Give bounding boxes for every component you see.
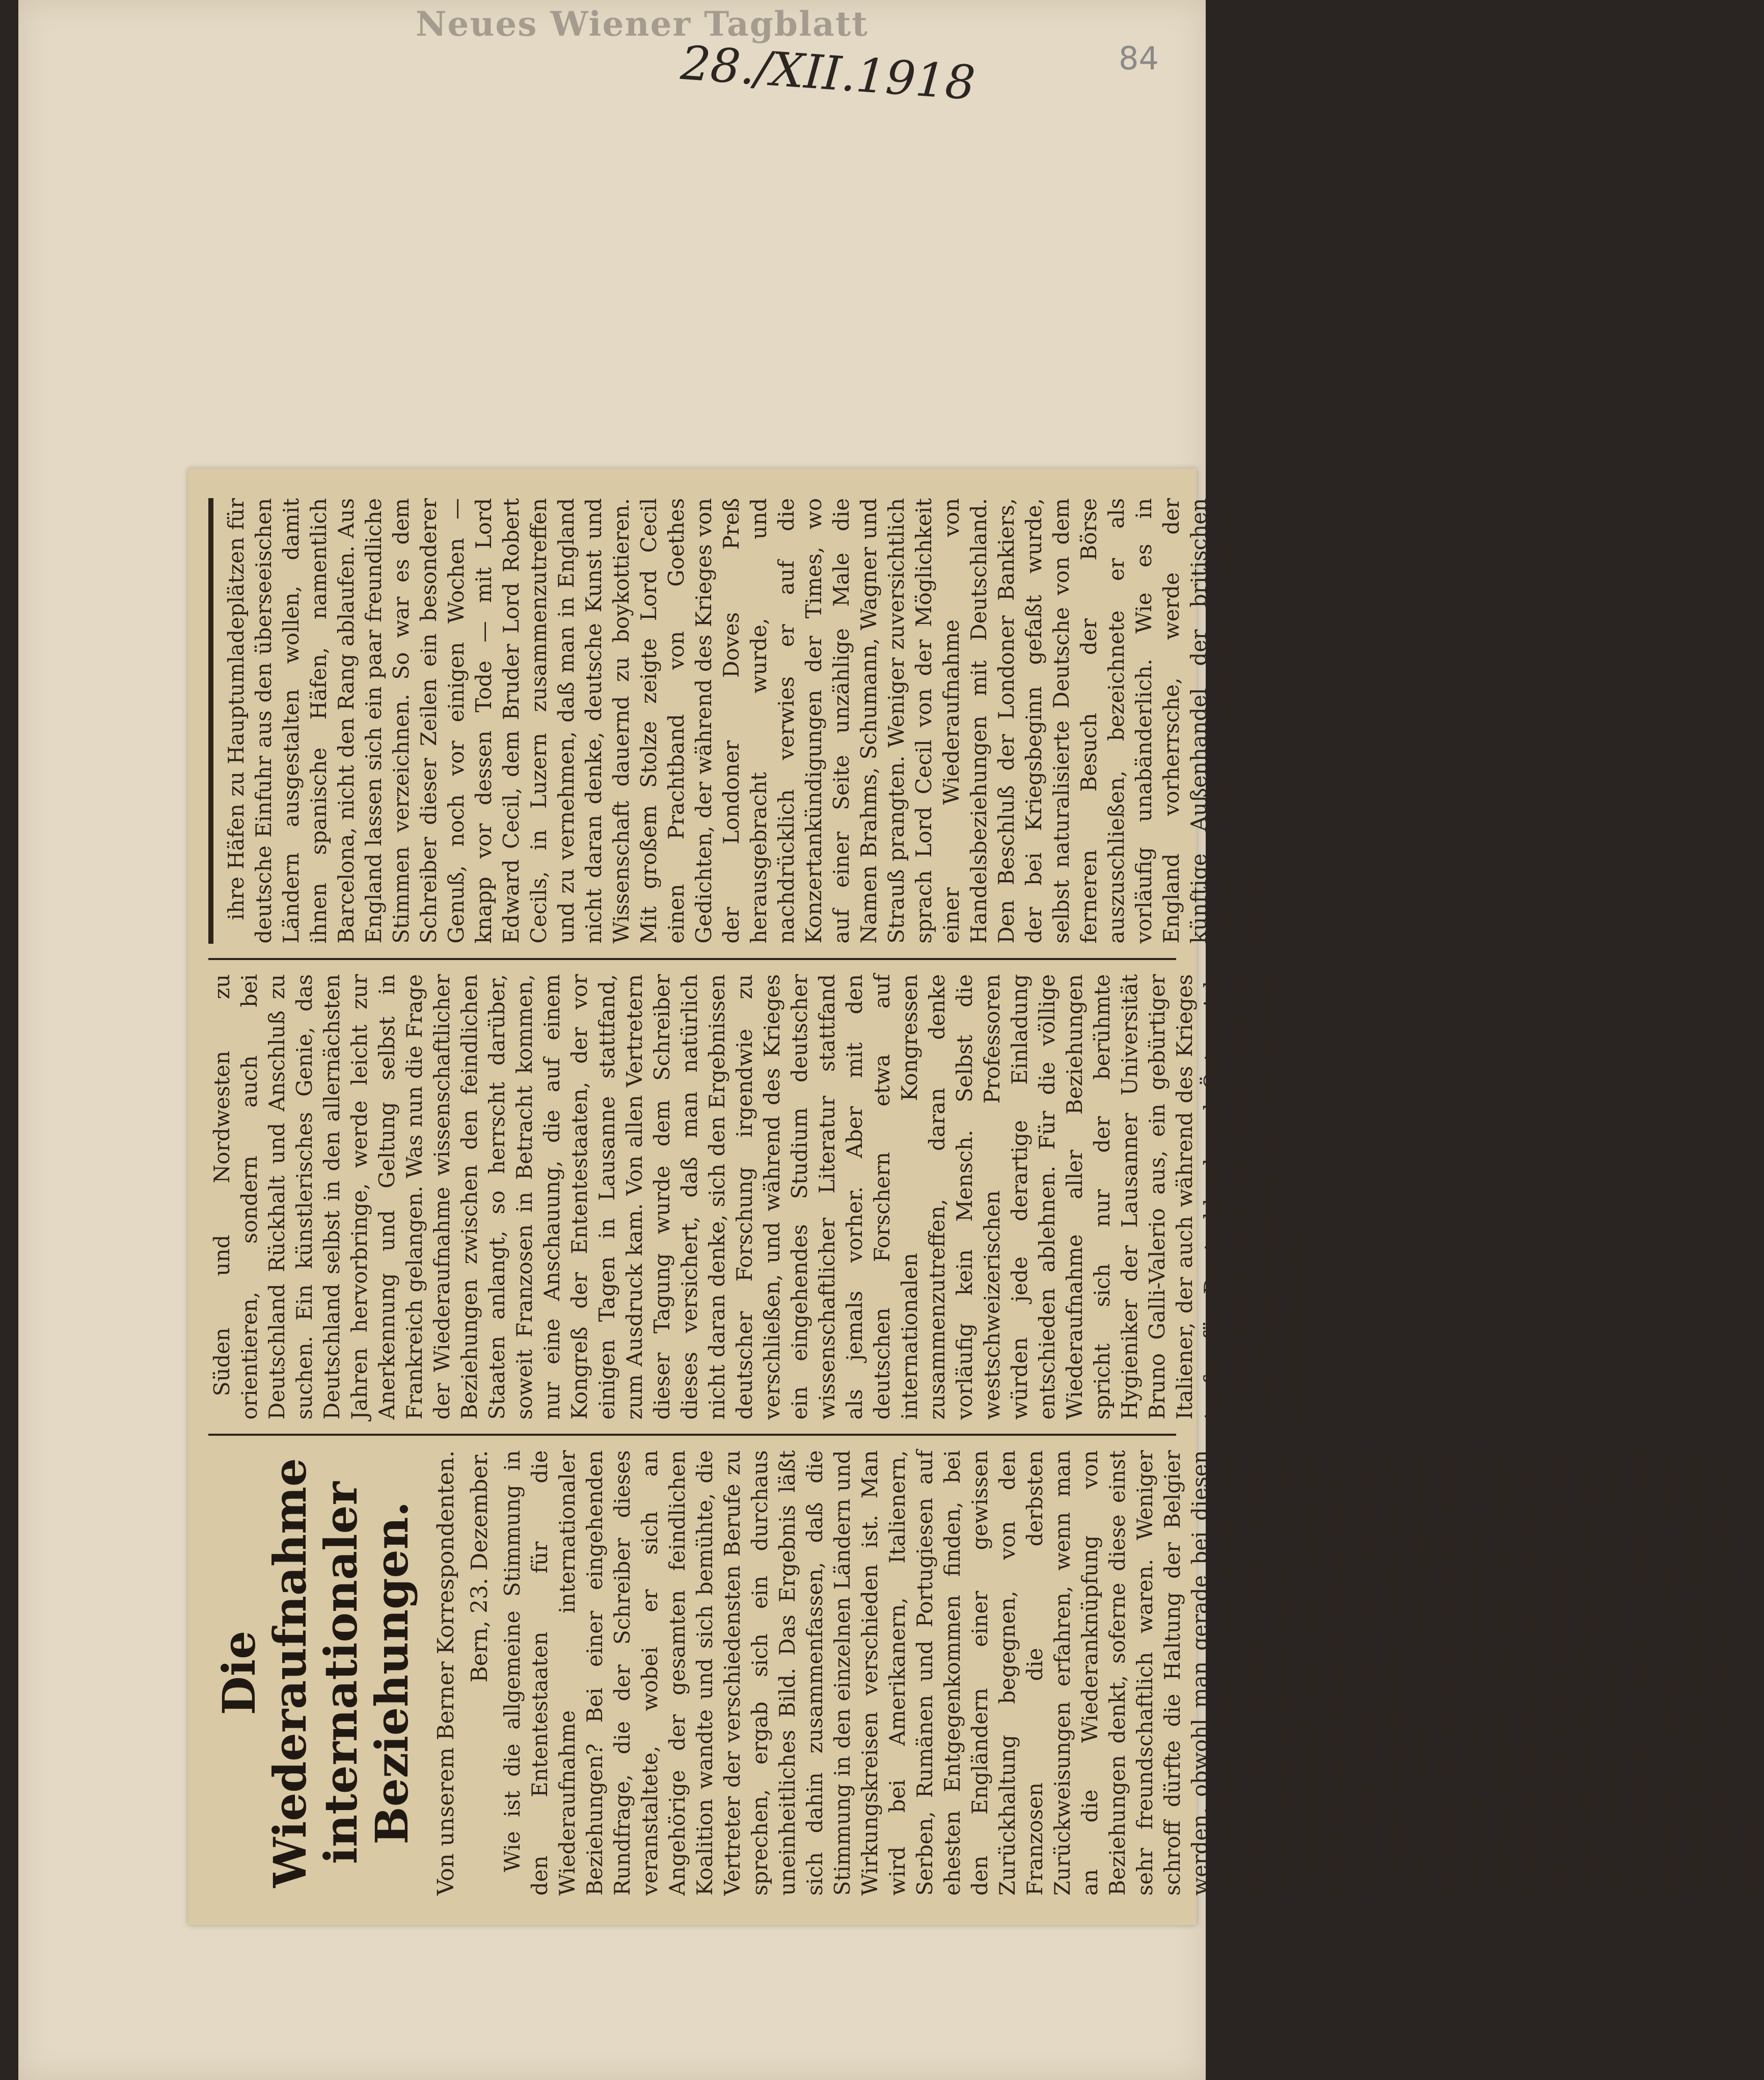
handwritten-date: 28./XII.1918 [679,35,977,111]
article-text-1: Wie ist die allgemeine Stimmung in den Ententestaaten für die Wiederaufnahme internationaler Beziehungen? Bei einer eingehenden Rundfrage, die der Schreiber dieses veranstaltete, wobei er sich an Angehörige der gesamten feindlichen Koalition wandte und sich bemühte, die Vertreter der verschiedensten Berufe zu sprechen, ergab sich ein durchaus uneinheitliches Bild. Das Ergebnis läßt sich dahin zusammenfassen, daß die Stimmung in den einzelnen Ländern und Wirkungskreisen verschieden ist. Man wird bei Amerikanern, Italienern, Serben, Rumänen und Portugiesen auf ehesten Entgegenkommen finden, bei den Engländern einer gewissen Zurückhaltung begegnen, von den Franzosen die derbsten Zurückweisungen erfahren, wenn man an die Wiederanknüpfung von Beziehungen denkt, soferne diese einst sehr freundschaftlich waren. Weniger schroff dürfte die Haltung der Belgier werden, obwohl man gerade bei diesen auf stärkste Abkehr von allem, was deutsch ist, gefaßt sein müßte. Bezeichnend in dieser Hinsicht ist eine Zusammenkunft mit dem belgischen Maler François Maserel, dessen Haus in Tourcoing zwar von den deutschen Truppen ausgeplündert wurde, der sich aber soviel Gerechtigkeitssinn bewahrte, für diese Tat nicht das ganze deutsche Volk verantwortlich zu machen, sondern sich stets der großen Eindrücke dankbar erinnert, welche ihm die deutsche Kunst bereitete, und der sogar während des Krieges so weit ging, mit seinem feinen Stift für volle Gerechtigkeit, auch Deutschland gegenüber, wirkte. Zwar meinte Maserel, daß die künftigen Beziehungen nur allmählich wieder anzuknüpfen sein werden. [500,1450,1762,1896]
article-text-3: ihre Häfen zu Hauptumladeplätzen für deutsche Einfuhr aus den überseeischen Ländern ausgestalten wollen, damit ihnen spanische Häfen, namentlich Barcelona, nicht den Rang ablaufen. Aus England lassen sich ein paar freundliche Stimmen verzeichnen. So war es dem Schreiber dieser Zeilen ein besonderer Genuß, noch vor einigen Wochen — knapp vor dessen Tode — mit Lord Edward Cecil, dem Bruder Lord Robert Cecils, in Luzern zusammenzutreffen und zu vernehmen, daß man in England nicht daran denke, deutsche Kunst und Wissenschaft dauernd zu boykottieren. Mit großem Stolze zeigte Lord Cecil einen Prachtband von Goethes Gedichten, der während des Krieges von der Londoner Doves Preß herausgebracht wurde, und nachdrücklich verwies er auf die Konzertankündigungen der Times, wo auf einer Seite unzählige Male die Namen Brahms, Schumann, Wagner und Strauß prangten. Weniger zuversichtlich sprach Lord Cecil von der Möglichkeit einer Wiederaufnahme von Handelsbeziehungen mit Deutschland. Den Beschluß der Londoner Bankiers, der bei Kriegsbeginn gefaßt wurde, selbst naturalisierte Deutsche von dem ferneren Besuch der Börse auszuschließen, bezeichnete er als vorläufig unabänderlich. Wie es in England vorherrsche, werde der künftige Außenhandel der britischen niemals mehr gefährlich werden können. [224,498,1266,944]
article-column-2 [208,960,1307,1436]
article-column-1 [208,1436,1762,1910]
article-headline: Die Wiederaufnahme internationaler Beziehungen. [212,1458,418,1888]
article-byline: Von unserem Berner Korrespondenten. [433,1450,459,1896]
article-dateline: Bern, 23. Dezember. [467,1450,493,1683]
newspaper-stamp: Neues Wiener Tagblatt [416,4,869,44]
article-column-3 [208,484,1266,960]
article-text-2: Süden und Nordwesten zu orientieren, sondern auch bei Deutschland Rückhalt und Anschluß zu suchen. Ein künstlerisches Genie, das Deutschland selbst in den allernächsten Jahren hervorbringe, werde leicht zur Anerkennung und Geltung selbst in Frankreich gelangen. Was nun die Frage der Wiederaufnahme wissenschaftlicher Beziehungen zwischen den feindlichen Staaten anlangt, so herrscht darüber, soweit Franzosen in Betracht kommen, nur eine Anschauung, die auf einem Kongreß der Ententestaaten, der vor einigen Tagen in Lausanne stattfand, zum Ausdruck kam. Von allen Vertretern dieser Tagung wurde dem Schreiber dieses versichert, daß man natürlich nicht daran denke, sich den Ergebnissen deutscher Forschung irgendwie zu verschließen, und während des Krieges ein eingehendes Studium deutscher wissenschaftlicher Literatur stattfand als jemals vorher. Aber mit den deutschen Forschern etwa auf internationalen Kongressen zusammenzutreffen, daran denke vorläufig kein Mensch. Selbst die westschweizerischen Professoren würden jede derartige Einladung entschieden ablehnen. Für die völlige Wiederaufnahme aller Beziehungen spricht sich nur der berühmte Hygieniker der Lausanner Universität Bruno Galli-Valerio aus, ein gebürtiger Italiener, der auch während des Krieges tapfer für Deutschland und Österreich eintrat und in Wort und Schrift stets vor dem Zusammengehen mit der Entente abgehalten hatte. [209,974,1307,1420]
column-rule [208,498,213,944]
archive-sheet [18,0,1762,2080]
newspaper-clipping [188,469,1762,1925]
clipping-holder [174,458,1762,1935]
folio-number: 84 [1119,40,1159,77]
